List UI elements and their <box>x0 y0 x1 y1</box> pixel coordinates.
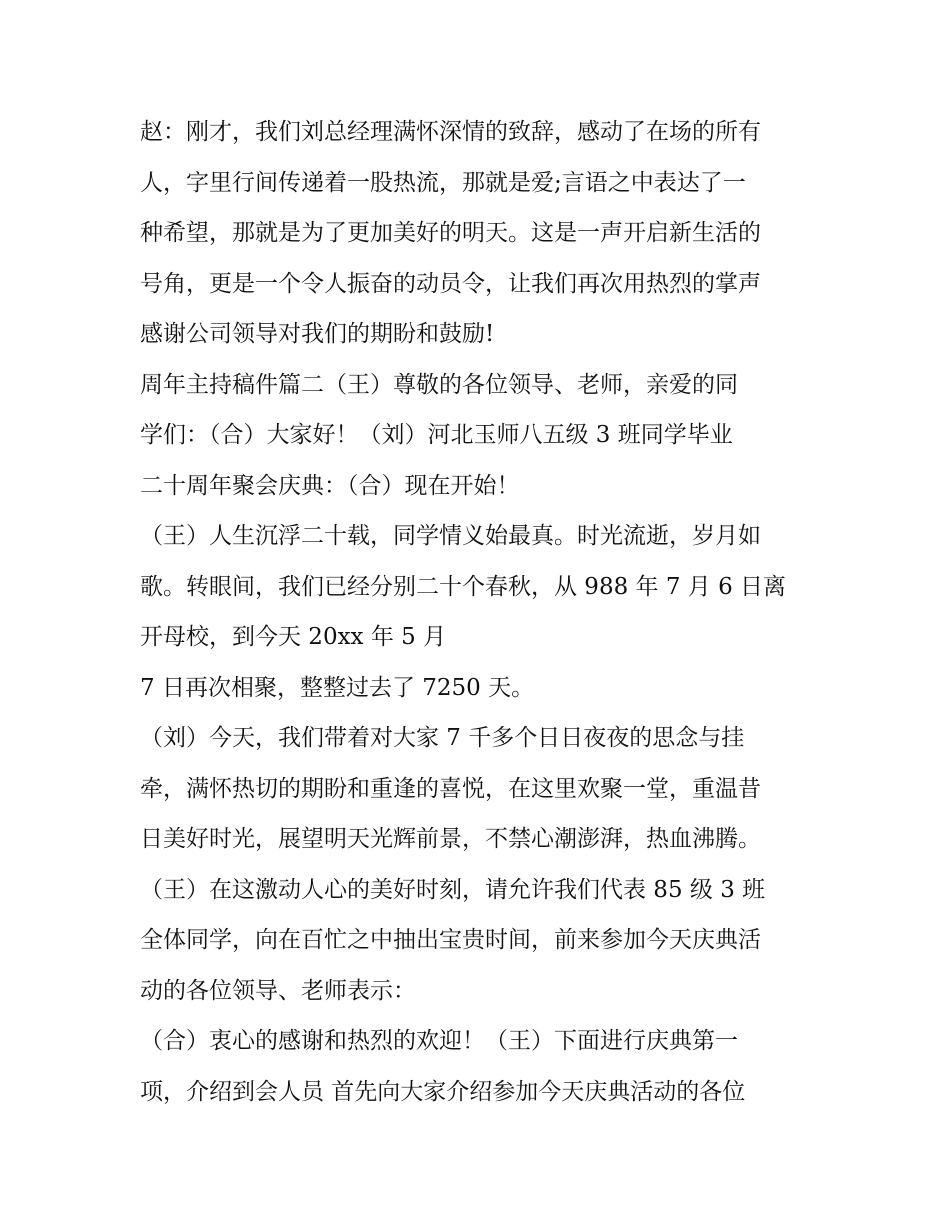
text-line-14: 牵，满怀热切的期盼和重逢的喜悦，在这里欢聚一堂，重温昔 <box>140 775 761 802</box>
text-line-1: 赵：刚才，我们刘总经理满怀深情的致辞，感动了在场的所有 <box>140 119 761 145</box>
text-line-8: 二十周年聚会庆典：（合）现在开始！ <box>140 472 520 499</box>
document-body <box>140 107 820 1117</box>
text-line-5: 感谢公司领导对我们的期盼和鼓励! <box>140 321 495 347</box>
text-line-17: 全体同学，向在百忙之中抽出宝贵时间，前来参加今天庆典活 <box>140 927 761 953</box>
text-line-2: 人，字里行间传递着一股热流，那就是爱;言语之中表达了一 <box>140 169 746 196</box>
text-line-15: 日美好时光，展望明天光辉前景，不禁心潮澎湃，热血沸腾。 <box>140 826 761 852</box>
text-line-11: 开母校，到今天 20xx 年 5 月 <box>140 624 447 650</box>
text-line-7: 学们：（合）大家好！（刘）河北玉师八五级 3 班同学毕业 <box>140 422 733 448</box>
text-line-19: （合）衷心的感谢和热烈的欢迎！（王）下面进行庆典第一 <box>140 1028 738 1054</box>
text-line-10: 歌。转眼间，我们已经分别二十个春秋，从 988 年 7 月 6 日离 <box>140 573 787 600</box>
text-line-20: 项，介绍到会人员 首先向大家介绍参加今天庆典活动的各位 <box>140 1078 746 1105</box>
text-line-12: 7 日再次相聚，整整过去了 7250 天。 <box>140 674 535 701</box>
text-line-3: 种希望，那就是为了更加美好的明天。这是一声开启新生活的 <box>140 220 761 246</box>
text-line-18: 动的各位领导、老师表示： <box>140 977 416 1004</box>
text-line-13: （刘）今天，我们带着对大家 7 千多个日日夜夜的思念与挂 <box>140 725 745 751</box>
text-line-6: 周年主持稿件篇二（王）尊敬的各位领导、老师，亲爱的同 <box>140 371 738 398</box>
text-line-16: （王）在这激动人心的美好时刻，请允许我们代表 85 级 3 班 <box>140 876 766 903</box>
text-line-9: （王）人生沉浮二十载，同学情义始最真。时光流逝，岁月如 <box>140 523 761 549</box>
text-line-4: 号角，更是一个令人振奋的动员令，让我们再次用热烈的掌声 <box>140 270 761 297</box>
